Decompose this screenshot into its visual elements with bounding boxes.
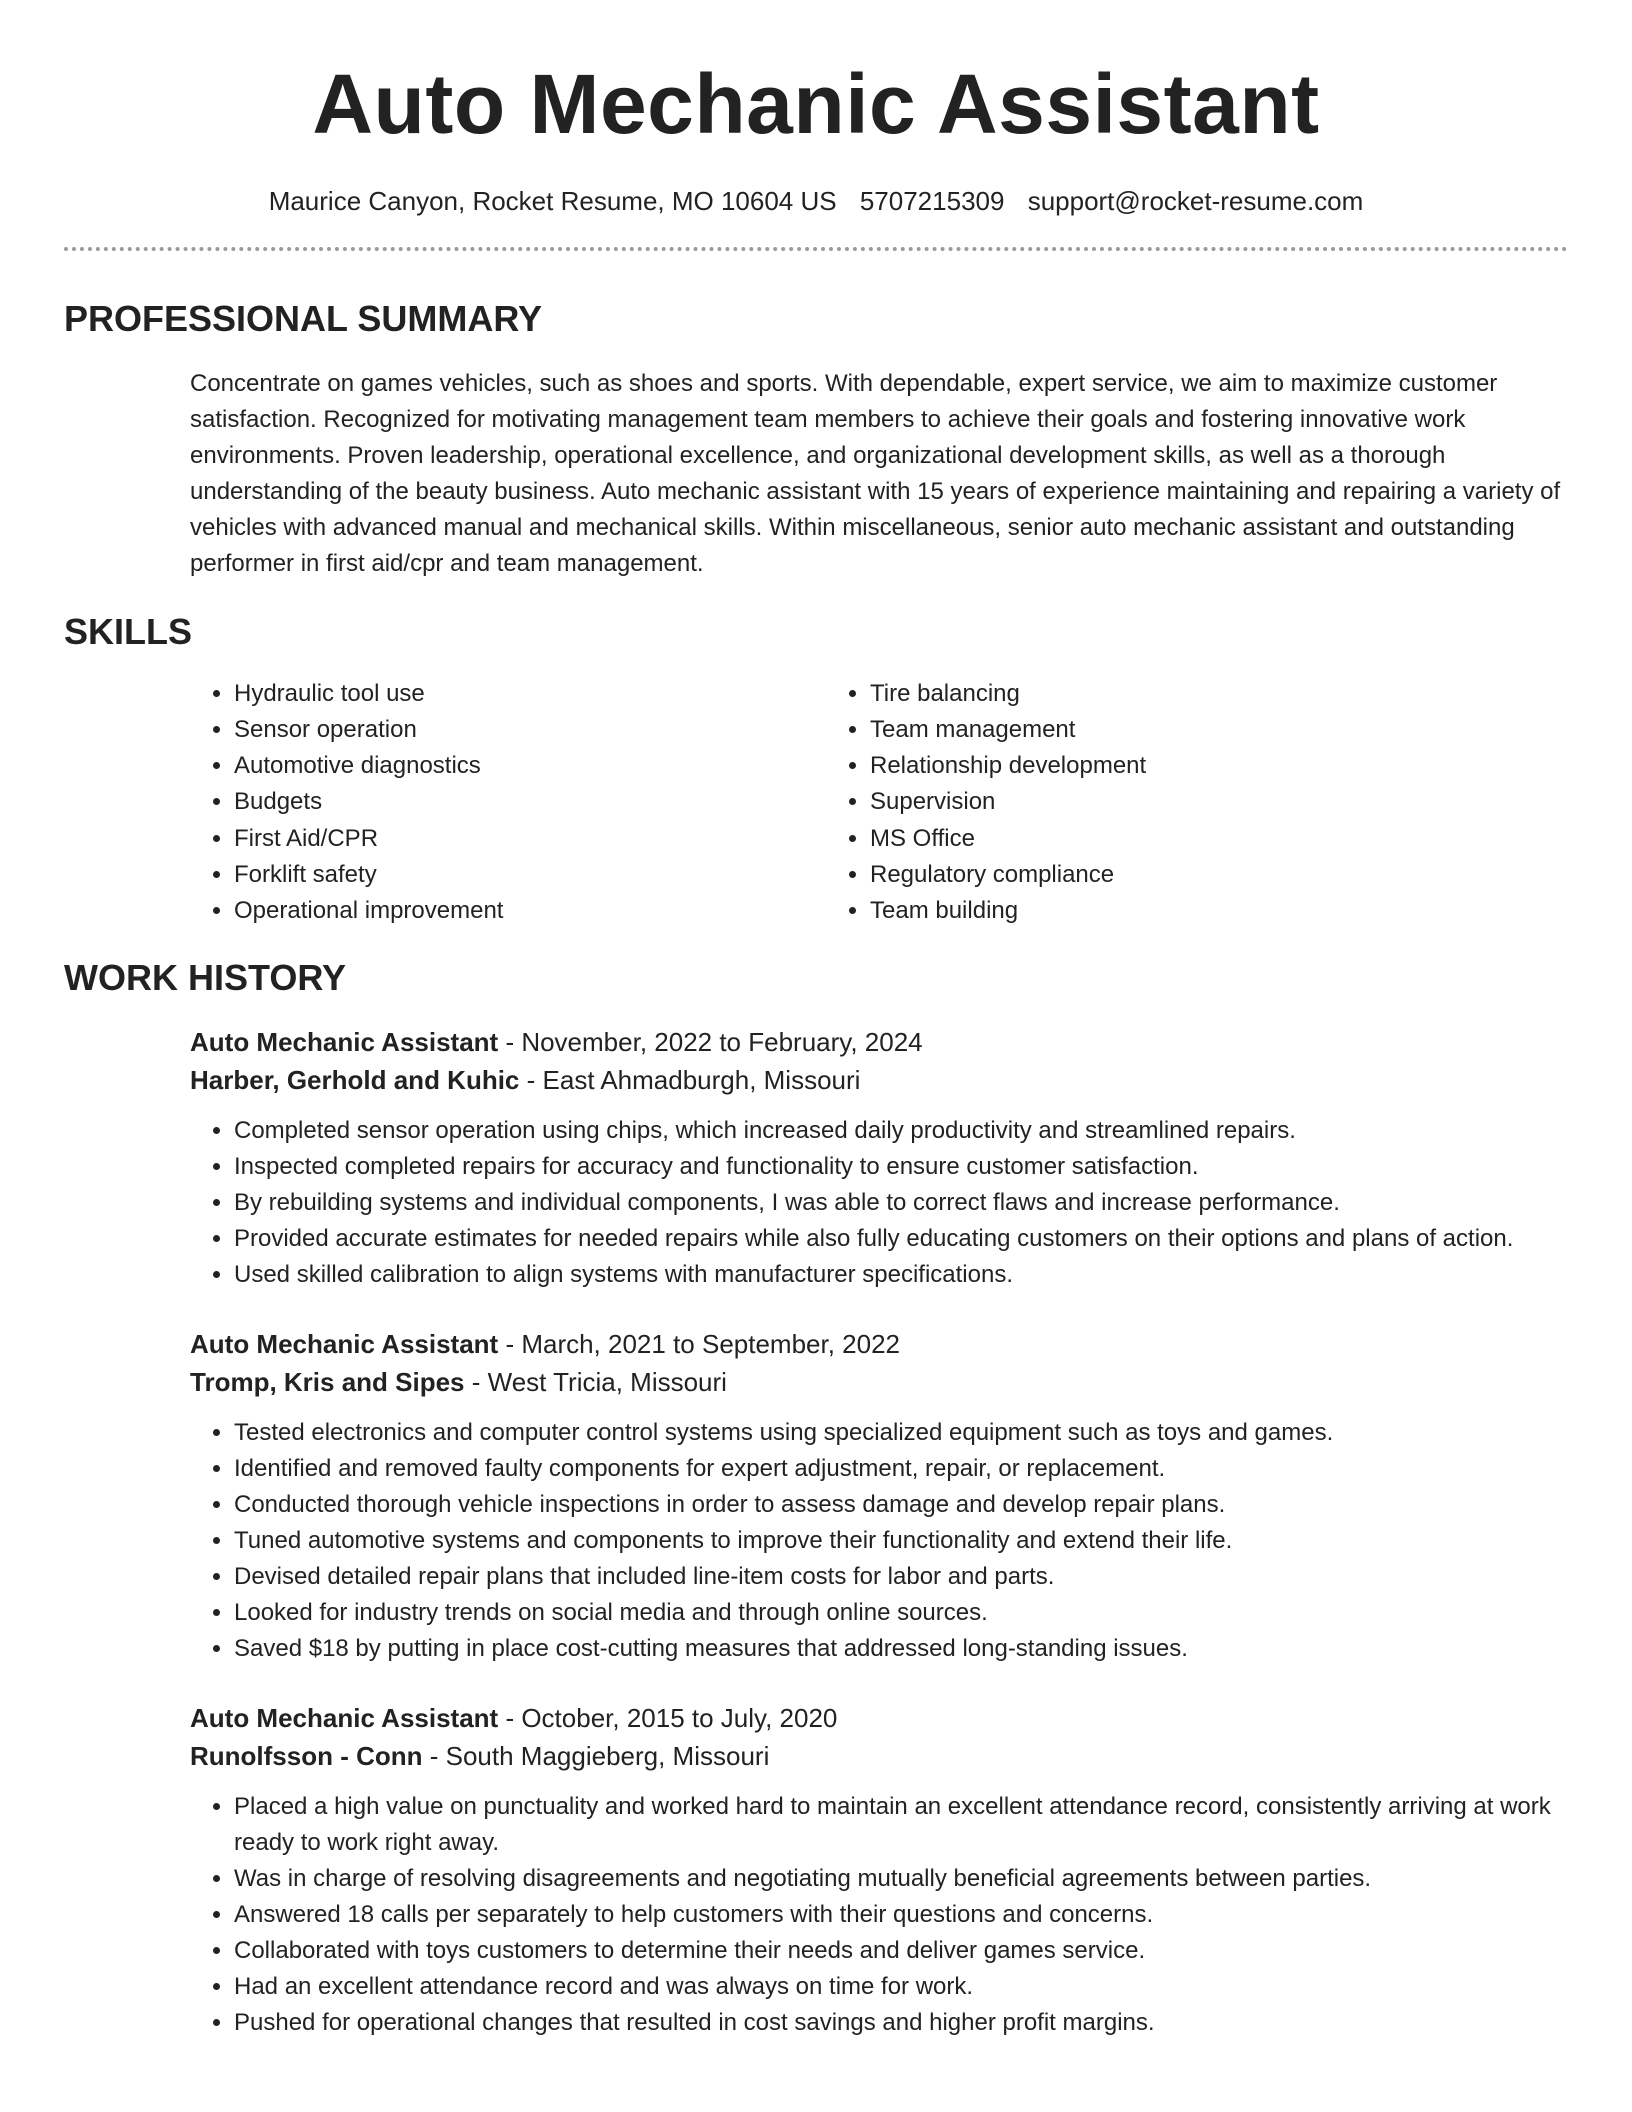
skill-item: • Forklift safety xyxy=(234,857,826,893)
job-role-line xyxy=(190,1023,1568,1061)
job-dates: - October, 2015 to July, 2020 xyxy=(498,1702,838,1733)
job-location: - East Ahmadburgh, Missouri xyxy=(519,1064,861,1095)
job-role: Auto Mechanic Assistant xyxy=(190,1702,499,1733)
job-bullets xyxy=(190,1113,1568,1293)
job-bullet: • Pushed for operational changes that resulted in cost savings and higher profit margins. xyxy=(234,2005,1568,2041)
job-bullet: • Inspected completed repairs for accuracy and functionality to ensure customer satisfaction. xyxy=(234,1149,1568,1185)
skill-item: • Hydraulic tool use xyxy=(234,676,826,712)
skills-column-left xyxy=(190,676,826,930)
job-bullet: • Answered 18 calls per separately to help customers with their questions and concerns. xyxy=(234,1897,1568,1933)
header-divider xyxy=(64,247,1568,251)
skills-heading: SKILLS xyxy=(64,611,193,653)
job-company-line xyxy=(190,1363,1568,1401)
job-company-line xyxy=(190,1061,1568,1099)
skill-item: • Regulatory compliance xyxy=(870,857,1426,893)
job-role: Auto Mechanic Assistant xyxy=(190,1026,499,1057)
skills-column-right xyxy=(826,676,1426,930)
work-history-heading: WORK HISTORY xyxy=(64,956,347,998)
job-bullet: • Devised detailed repair plans that included line-item costs for labor and parts. xyxy=(234,1559,1568,1595)
job-bullet: • Saved $18 by putting in place cost-cutting measures that addressed long-standing issues. xyxy=(234,1631,1568,1667)
job-company-line xyxy=(190,1737,1568,1775)
resume-name: Auto Mechanic Assistant xyxy=(312,57,1320,151)
summary-heading: PROFESSIONAL SUMMARY xyxy=(64,298,543,340)
job-bullets xyxy=(190,1789,1568,2041)
job-bullet: • Completed sensor operation using chips, which increased daily productivity and streamlined repairs. xyxy=(234,1113,1568,1149)
skill-item: • Supervision xyxy=(870,784,1426,820)
job-bullet: • Identified and removed faulty components for expert adjustment, repair, or replacement. xyxy=(234,1451,1568,1487)
job-role: Auto Mechanic Assistant xyxy=(190,1328,499,1359)
job-company: Tromp, Kris and Sipes xyxy=(190,1366,465,1397)
job-location: - West Tricia, Missouri xyxy=(464,1366,727,1397)
contact-address: Maurice Canyon, Rocket Resume, MO 10604 US xyxy=(268,186,837,216)
skill-item: • Sensor operation xyxy=(234,712,826,748)
skill-item: • First Aid/CPR xyxy=(234,821,826,857)
job-bullets xyxy=(190,1415,1568,1667)
job-bullet: • Had an excellent attendance record and was always on time for work. xyxy=(234,1969,1568,2005)
job-bullet: • Collaborated with toys customers to determine their needs and deliver games service. xyxy=(234,1933,1568,1969)
contact-phone: 5707215309 xyxy=(859,186,1005,216)
job-dates: - November, 2022 to February, 2024 xyxy=(498,1026,923,1057)
skill-item: • Relationship development xyxy=(870,748,1426,784)
job-bullet: • Tested electronics and computer control systems using specialized equipment such as toys and games. xyxy=(234,1415,1568,1451)
job-bullet: • Tuned automotive systems and components to improve their functionality and extend their life. xyxy=(234,1523,1568,1559)
skill-item: • Team management xyxy=(870,712,1426,748)
job-bullet: • Conducted thorough vehicle inspections in order to assess damage and develop repair plans. xyxy=(234,1487,1568,1523)
job-dates: - March, 2021 to September, 2022 xyxy=(498,1328,901,1359)
job-location: - South Maggieberg, Missouri xyxy=(422,1740,770,1771)
skills-list xyxy=(190,676,1568,930)
job-company: Harber, Gerhold and Kuhic xyxy=(190,1064,520,1095)
job-bullet: • Placed a high value on punctuality and worked hard to maintain an excellent attendance record, consistently arriving at work ready to work right away. xyxy=(234,1789,1568,1861)
job-bullet: • Provided accurate estimates for needed repairs while also fully educating customers on their options and plans of action. xyxy=(234,1221,1568,1257)
contact-email: support@rocket-resume.com xyxy=(1027,186,1364,216)
skill-item: • Team building xyxy=(870,893,1426,929)
job-role-line xyxy=(190,1699,1568,1737)
job-bullet: • Used skilled calibration to align systems with manufacturer specifications. xyxy=(234,1257,1568,1293)
job-role-line xyxy=(190,1325,1568,1363)
job-bullet: • By rebuilding systems and individual components, I was able to correct flaws and increase performance. xyxy=(234,1185,1568,1221)
skill-item: • Automotive diagnostics xyxy=(234,748,826,784)
job-bullet: • Was in charge of resolving disagreements and negotiating mutually beneficial agreements between parties. xyxy=(234,1861,1568,1897)
job-entry xyxy=(190,1023,1568,1293)
job-bullet: • Looked for industry trends on social media and through online sources. xyxy=(234,1595,1568,1631)
contact-line xyxy=(64,186,1568,217)
skill-item: • Operational improvement xyxy=(234,893,826,929)
job-company: Runolfsson - Conn xyxy=(190,1740,423,1771)
skill-item: • Budgets xyxy=(234,784,826,820)
job-entry xyxy=(190,1699,1568,2041)
job-entry xyxy=(190,1325,1568,1667)
skill-item: • Tire balancing xyxy=(870,676,1426,712)
skill-item: • MS Office xyxy=(870,821,1426,857)
summary-text: Concentrate on games vehicles, such as shoes and sports. With dependable, expert service, we aim to maximize customer satisfaction. Recognized for motivating management team members to achieve their goals and fostering innovative work environments. Proven leadership, operational excellence, and organizational development skills, as well as a thorough understanding of the beauty business. Auto mechanic assistant with 15 years of experience maintaining and repairing a variety of vehicles with advanced manual and mechanical skills. Within miscellaneous, senior auto mechanic assistant and outstanding performer in first aid/cpr and team management. xyxy=(190,370,1561,578)
